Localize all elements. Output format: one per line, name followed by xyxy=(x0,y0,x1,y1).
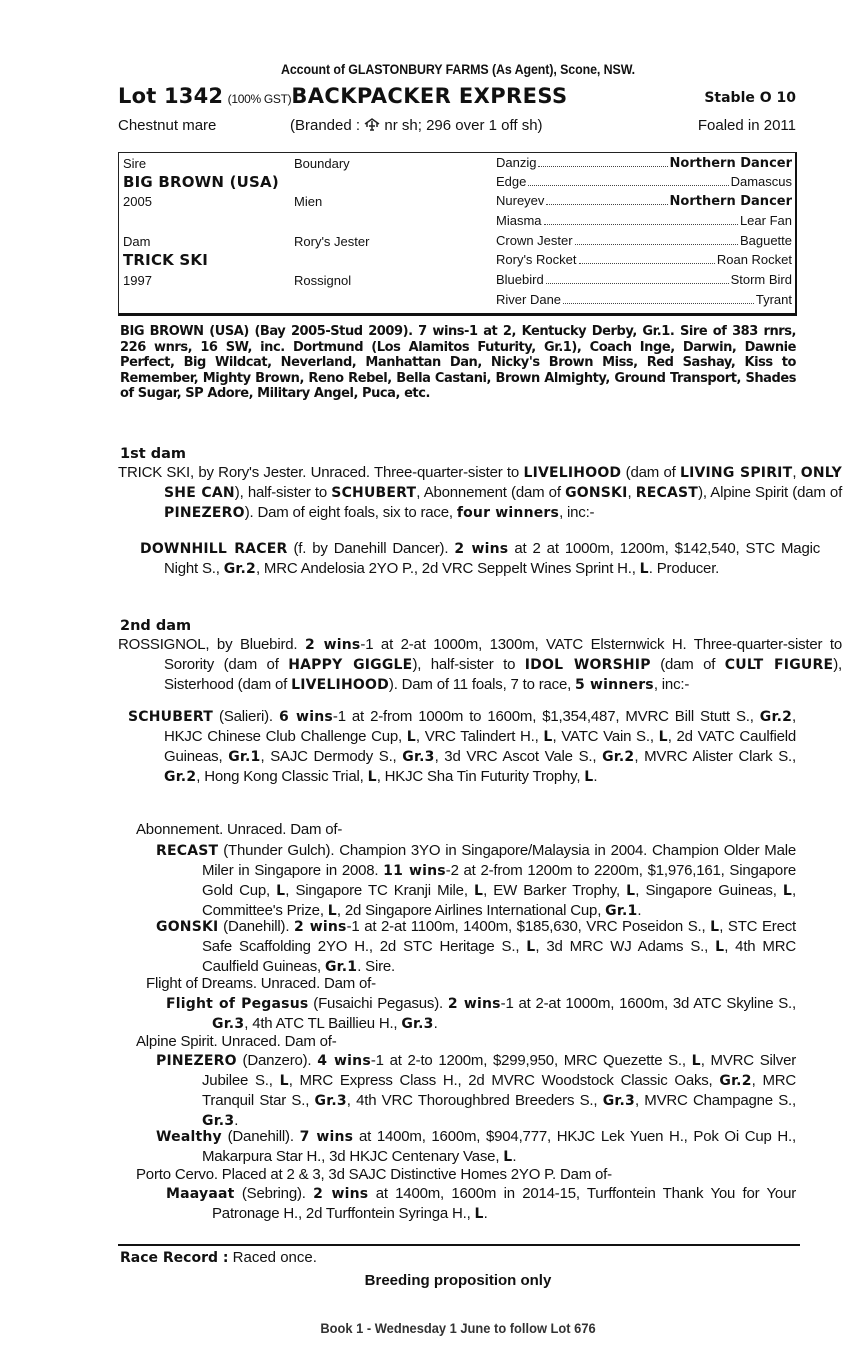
great-grandparent-row xyxy=(496,233,792,248)
leader-dots xyxy=(563,302,754,304)
race-record-label: Race Record : xyxy=(120,1250,229,1266)
sire-name: BIG BROWN (USA) xyxy=(123,173,279,191)
sire-label: Sire xyxy=(123,156,147,171)
great-grandparent-row xyxy=(496,174,792,189)
leader-dots xyxy=(538,165,667,167)
ggp-name: Miasma xyxy=(496,213,542,228)
leader-dots xyxy=(544,223,738,225)
breeding-note: Breeding proposition only xyxy=(364,1272,552,1289)
ggp-sire: Roan Rocket xyxy=(716,252,792,267)
race-record xyxy=(120,1249,317,1266)
ggp-name: Bluebird xyxy=(496,272,544,287)
progeny-entry: Abonnement. Unraced. Dam of- xyxy=(136,821,343,838)
ggp-name: River Dane xyxy=(496,292,562,307)
ggp-name: Danzig xyxy=(496,155,537,170)
stable-location: Stable O 10 xyxy=(704,90,796,106)
grandsire-maternal: Rory's Jester xyxy=(294,234,370,249)
horse-name: BACKPACKER EXPRESS xyxy=(291,84,568,108)
sire-summary: BIG BROWN (USA) (Bay 2005-Stud 2009). 7 wins-1 at 2, Kentucky Derby, Gr.1. Sire of 383 rnrs, 226 wnrs, 16 SW, inc. Dortmund (Los Alamitos Futurity, Gr.1), Coach Inge, Darwin, Dawnie Perfect, Big Wildcat, Neverland, Manhattan Dan, Nicky's Brown Miss, Red Sashay, Kiss to Remember, Mighty Brown, Reno Rebel, Bella Castani, Brown Almighty, Ground Transport, Shades of Sugar, SP Adore, Military Angel, Puca, etc. xyxy=(120,324,796,401)
progeny-entry: Porto Cervo. Placed at 2 & 3, 3d SAJC Distinctive Homes 2YO P. Dam of- xyxy=(136,1166,612,1183)
leader-dots xyxy=(579,262,715,264)
ggp-sire: Lear Fan xyxy=(739,213,792,228)
second-dam-heading: 2nd dam xyxy=(120,618,192,634)
progeny-entry: Flight of Dreams. Unraced. Dam of- xyxy=(146,975,376,992)
progeny-entry: PINEZERO (Danzero). 4 wins-1 at 2-to 1200m, $299,950, MRC Quezette S., L, MVRC Silver Jubilee S., L, MRC Express Class H., 2d MVRC Woodstock Classic Oaks, Gr.2, MRC Tranquil Star S., Gr.3, 4th VRC Thoroughbred Breeders S., Gr.3, MVRC Champagne S., Gr.3. xyxy=(156,1052,797,1129)
ggp-name: Edge xyxy=(496,174,527,189)
grandsire-paternal: Boundary xyxy=(294,156,350,171)
race-record-value: Raced once. xyxy=(228,1249,317,1266)
brand-mark-icon xyxy=(364,118,380,131)
great-grandparent-row xyxy=(496,252,792,267)
granddam-paternal: Mien xyxy=(294,194,323,209)
great-grandparent-row xyxy=(496,213,792,228)
great-grandparent-row xyxy=(496,292,792,307)
progeny-entry: Wealthy (Danehill). 7 wins at 1400m, 1600m, $904,777, HKJC Lek Yuen H., Pok Oi Cup H., Makarpura Star H., 3d HKJC Centenary Vase, L. xyxy=(156,1128,796,1165)
progeny-entry: SCHUBERT (Salieri). 6 wins-1 at 2-from 1000m to 1600m, $1,354,487, MVRC Bill Stutt S., Gr.2, HKJC Chinese Club Challenge Cup, L, VRC Talindert H., L, VATC Vain S., L, 2d VATC Caulfield Guineas, Gr.1, SAJC Dermody S., Gr.3, 3d VRC Ascot Vale S., Gr.2, MVRC Alister Clark S., Gr.2, Hong Kong Classic Trial, L, HKJC Sha Tin Futurity Trophy, L. xyxy=(128,708,797,785)
divider-line xyxy=(118,1244,800,1246)
ggp-sire: Baguette xyxy=(739,233,792,248)
dam-name: TRICK SKI xyxy=(123,251,209,269)
ggp-sire: Northern Dancer xyxy=(669,156,792,171)
ggp-sire: Northern Dancer xyxy=(669,194,792,209)
page-footer: Book 1 - Wednesday 1 June to follow Lot 676 xyxy=(320,1320,596,1336)
lot-number: Lot 1342 xyxy=(118,84,224,108)
first-dam-progeny: DOWNHILL RACER (f. by Danehill Dancer). 2 wins at 2 at 1000m, 1200m, $142,540, STC Magic Night S., Gr.2, MRC Andelosia 2YO P., 2d VRC Seppelt Wines Sprint H., L. Producer. xyxy=(140,540,821,577)
ggp-sire: Storm Bird xyxy=(730,272,792,287)
progeny-entry: Alpine Spirit. Unraced. Dam of- xyxy=(136,1033,337,1050)
leader-dots xyxy=(575,243,738,245)
progeny-entry: GONSKI (Danehill). 2 wins-1 at 2-at 1100m, 1400m, $185,630, VRC Poseidon S., L, STC Erect Safe Scaffolding 2YO H., 2d STC Heritage S., L, 3d MRC WJ Adams S., L, 4th MRC Caulfield Guineas, Gr.1. Sire. xyxy=(156,918,797,975)
ggp-sire: Tyrant xyxy=(755,292,792,307)
ggp-name: Nureyev xyxy=(496,193,545,208)
leader-dots xyxy=(546,282,729,284)
ggp-name: Rory's Rocket xyxy=(496,252,577,267)
pedigree-table xyxy=(118,152,797,316)
horse-sex-colour: Chestnut mare xyxy=(118,117,217,134)
sire-year: 2005 xyxy=(123,194,152,209)
dam-label: Dam xyxy=(123,234,151,249)
leader-dots xyxy=(546,203,667,205)
ggp-sire: Damascus xyxy=(730,174,792,189)
progeny-entry: Maayaat (Sebring). 2 wins at 1400m, 1600m in 2014-15, Turffontein Thank You for Your Patronage H., 2d Turffontein Syringa H., L. xyxy=(166,1185,797,1222)
great-grandparent-row xyxy=(496,155,792,171)
brand-description xyxy=(290,117,543,134)
great-grandparent-row xyxy=(496,193,792,209)
first-dam-heading: 1st dam xyxy=(120,446,186,462)
progeny-entry: Flight of Pegasus (Fusaichi Pegasus). 2 wins-1 at 2-at 1000m, 1600m, 3d ATC Skyline S., Gr.3, 4th ATC TL Baillieu H., Gr.3. xyxy=(166,995,796,1032)
brand-prefix: (Branded : xyxy=(290,117,365,134)
ggp-name: Crown Jester xyxy=(496,233,573,248)
dam-year: 1997 xyxy=(123,273,152,288)
lot-title-line xyxy=(118,84,798,108)
first-dam-intro: TRICK SKI, by Rory's Jester. Unraced. Three-quarter-sister to LIVELIHOOD (dam of LIVING SPIRIT, ONLY SHE CAN), half-sister to SCHUBERT, Abonnement (dam of GONSKI, RECAST), Alpine Spirit (dam of PINEZERO). Dam of eight foals, six to race, four winners, inc:- xyxy=(118,464,843,521)
second-dam-intro: ROSSIGNOL, by Bluebird. 2 wins-1 at 2-at 1000m, 1300m, VATC Elsternwick H. Three-quarter-sister to Sorority (dam of HAPPY GIGGLE), half-sister to IDOL WORSHIP (dam of CULT FIGURE), Sisterhood (dam of LIVELIHOOD). Dam of 11 foals, 7 to race, 5 winners, inc:- xyxy=(118,636,842,693)
granddam-maternal: Rossignol xyxy=(294,273,352,288)
great-grandparent-row xyxy=(496,272,792,287)
brand-suffix: nr sh; 296 over 1 off sh) xyxy=(380,117,543,134)
progeny-entry: RECAST (Thunder Gulch). Champion 3YO in Singapore/Malaysia in 2004. Champion Older Male Miler in Singapore in 2008. 11 wins-2 at 2-from 1200m to 2200m, $1,976,161, Singapore Gold Cup, L, Singapore TC Kranji Mile, L, EW Barker Trophy, L, Singapore Guineas, L, Committee's Prize, L, 2d Singapore Airlines International Cup, Gr.1. xyxy=(156,842,797,919)
foaled-year: Foaled in 2011 xyxy=(697,117,796,134)
gst-note: (100% GST) xyxy=(227,92,292,106)
leader-dots xyxy=(528,184,728,186)
vendor-account: Account of GLASTONBURY FARMS (As Agent), Scone, NSW. xyxy=(280,62,636,77)
